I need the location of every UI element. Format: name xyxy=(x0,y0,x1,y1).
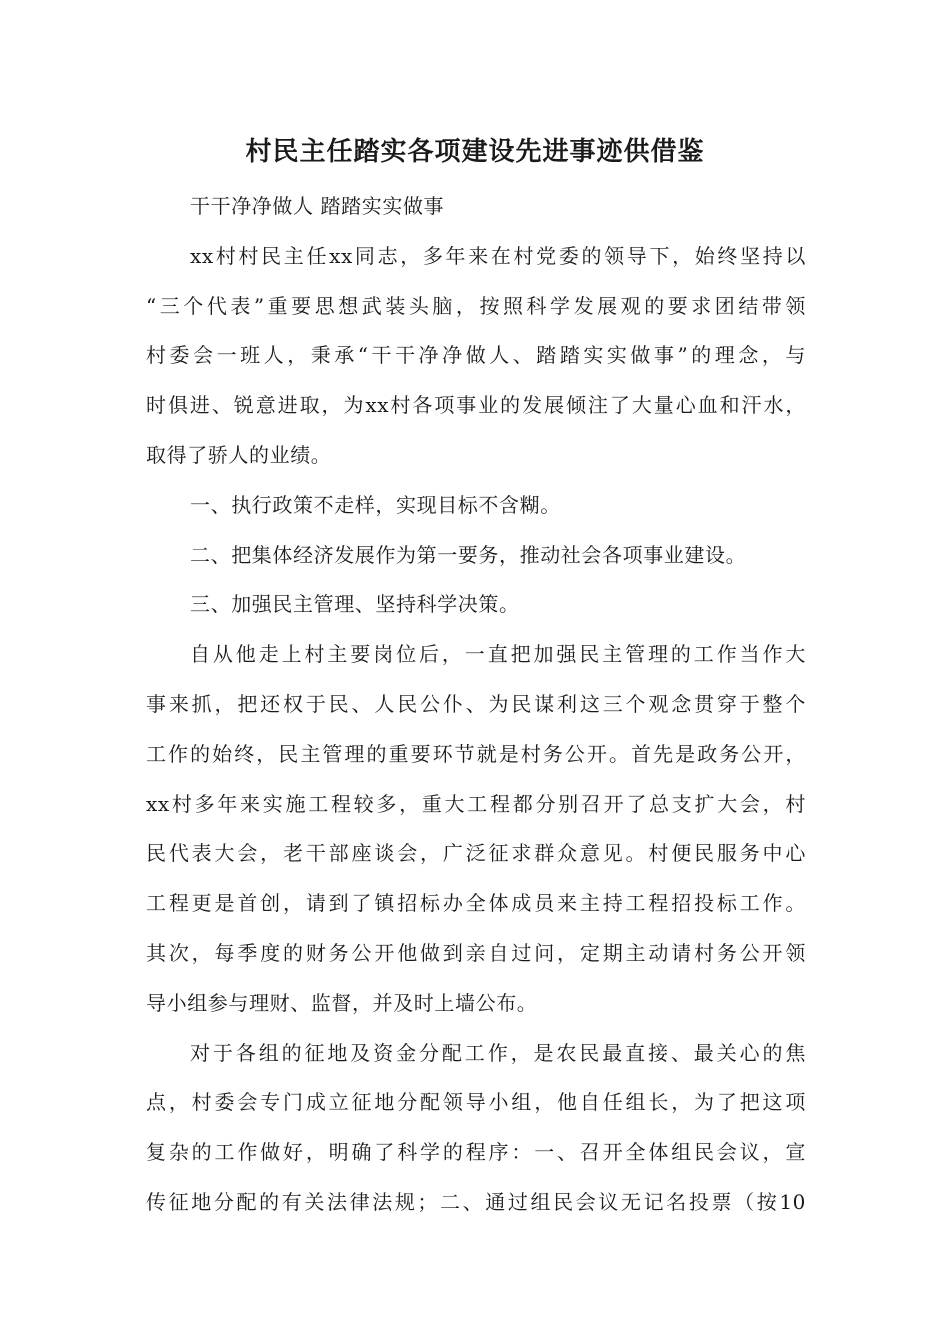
text-line: 二、把集体经济发展作为第一要务，推动社会各项事业建设。 xyxy=(190,542,747,567)
text-line: 三、加强民主管理、坚持科学决策。 xyxy=(190,592,520,617)
text-line: 取得了骄人的业绩。 xyxy=(146,442,332,467)
text-line: 工程更是首创，请到了镇招标办全体成员来主持工程招投标工作。 xyxy=(146,891,806,916)
text-line: xx村多年来实施工程较多，重大工程都分别召开了总支扩大会，村 xyxy=(146,791,806,816)
document-body xyxy=(146,182,806,1228)
text-line: xx村村民主任xx同志，多年来在村党委的领导下，始终坚持以 xyxy=(190,243,806,268)
text-line: 对于各组的征地及资金分配工作，是农民最直接、最关心的焦 xyxy=(190,1040,806,1065)
text-line: 复杂的工作做好，明确了科学的程序：一、召开全体组民会议，宣 xyxy=(146,1140,806,1165)
document-title: 村民主任踏实各项建设先进事迹供借鉴 xyxy=(245,137,705,167)
text-line: 传征地分配的有关法律法规；二、通过组民会议无记名投票（按10 xyxy=(146,1189,806,1214)
text-line: 民代表大会，老干部座谈会，广泛征求群众意见。村便民服务中心 xyxy=(146,841,806,866)
text-line: 一、执行政策不走样，实现目标不含糊。 xyxy=(190,492,561,517)
text-line: 其次，每季度的财务公开他做到亲自过问，定期主动请村务公开领 xyxy=(146,940,806,965)
text-line: 导小组参与理财、监督，并及时上墙公布。 xyxy=(146,990,538,1015)
text-line: 事来抓，把还权于民、人民公仆、为民谋利这三个观念贯穿于整个 xyxy=(146,691,806,716)
text-line: 自从他走上村主要岗位后，一直把加强民主管理的工作当作大 xyxy=(190,642,806,667)
text-line: 工作的始终，民主管理的重要环节就是村务公开。首先是政务公开， xyxy=(146,741,806,766)
text-line: “三个代表”重要思想武装头脑，按照科学发展观的要求团结带领 xyxy=(146,293,806,318)
text-line: 点，村委会专门成立征地分配领导小组，他自任组长，为了把这项 xyxy=(146,1090,806,1115)
text-line: 村委会一班人，秉承“干干净净做人、踏踏实实做事”的理念，与 xyxy=(146,343,806,368)
text-line: 时俱进、锐意进取，为xx村各项事业的发展倾注了大量心血和汗水， xyxy=(146,393,806,418)
text-line: 干干净净做人 踏踏实实做事 xyxy=(190,194,445,218)
